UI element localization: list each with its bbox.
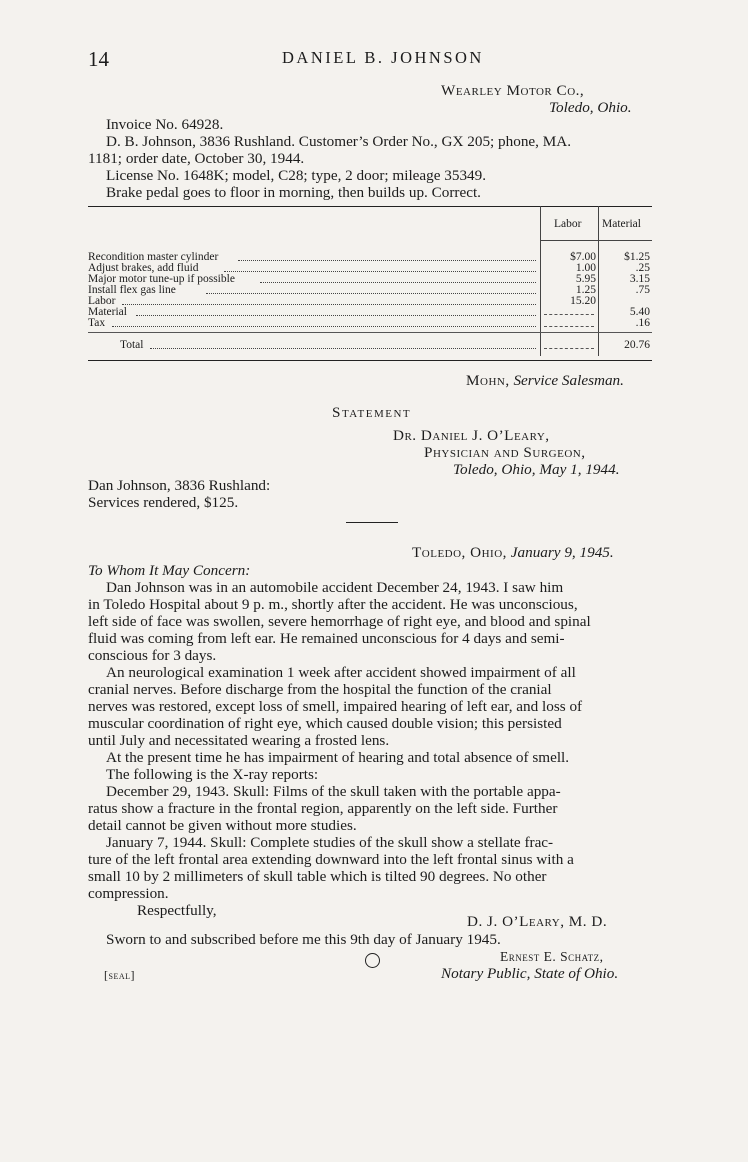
row-description: Install flex gas line [88,284,176,296]
notary-title: Notary Public, State of Ohio. [441,965,619,982]
letter-line: fluid was coming from left ear. He remained unconscious for 4 days and semi- [88,630,565,647]
letter-line: An neurological examination 1 week after accident showed impairment of all [106,664,576,681]
statement-line: Dan Johnson, 3836 Rushland: [88,477,271,494]
row-labor: 15.20 [570,295,596,307]
row-material: $1.25 [624,251,650,263]
letter-line: compression. [88,885,169,902]
letter-line: left side of face was swollen, severe hemorrhage of right eye, and blood and spinal [88,613,591,630]
letter-line: ratus show a fracture in the frontal region, apparently on the left side. Further [88,800,558,817]
row-material: .75 [635,284,650,296]
table-bottom-rule [88,360,652,361]
statement-place-date: Toledo, Ohio, May 1, 1944. [453,461,620,478]
col-header-labor: Labor [554,218,582,230]
letter-salutation: To Whom It May Concern: [88,562,251,579]
letter-line: Dan Johnson was in an automobile accident December 24, 1943. I saw him [106,579,564,596]
letter-line: until July and necessitated wearing a frosted lens. [88,732,390,749]
letter-closing: Respectfully, [137,902,217,919]
row-description: Tax [88,317,106,329]
row-material: .16 [635,317,650,329]
table-row [88,285,652,296]
row-description: Recondition master cylinder [88,251,219,263]
table-row [88,307,652,318]
circle-ornament [365,953,380,968]
table-top-rule [88,206,652,207]
letter-line: nerves was restored, except loss of smell, impaired hearing of left ear, and loss of [88,698,583,715]
invoice-line: Invoice No. 64928. [106,116,224,133]
letter-line: conscious for 3 days. [88,647,217,664]
letter-line: ture of the left frontal area extending downward into the left frontal sinus with a [88,851,574,868]
table-total-row [88,340,652,351]
table-row [88,296,652,307]
invoice-line: 1181; order date, October 30, 1944. [88,150,305,167]
row-labor: 1.00 [575,262,596,274]
letter-line: December 29, 1943. Skull: Films of the skull taken with the portable appa- [106,783,561,800]
statement-heading: Statement [332,404,412,421]
letter-line: January 7, 1944. Skull: Complete studies of the skull show a stellate frac- [106,834,554,851]
letter-line: detail cannot be given without more studies. [88,817,357,834]
letter-place-date: Toledo, Ohio, January 9, 1945. [412,544,614,561]
invoice-line: License No. 1648K; model, C28; type, 2 door; mileage 35349. [106,167,487,184]
row-description: Material [88,306,127,318]
invoice-company: Wearley Motor Co., [441,82,585,99]
row-description: Major motor tune-up if possible [88,273,235,285]
letter-sworn: Sworn to and subscribed before me this 9th day of January 1945. [106,931,501,948]
invoice-company-city: Toledo, Ohio. [549,99,632,116]
total-label: Total [120,339,144,351]
notary-name: Ernest E. Schatz, [500,949,604,964]
invoice-line: D. B. Johnson, 3836 Rushland. Customer’s Order No., GX 205; phone, MA. [106,133,572,150]
letter-line: At the present time he has impairment of hearing and total absence of smell. [106,749,570,766]
table-row [88,318,652,329]
row-labor: $7.00 [570,251,596,263]
statement-doctor-title: Physician and Surgeon, [424,444,586,461]
seal-label: [seal] [104,968,135,982]
row-material: 5.40 [629,306,650,318]
total-value: 20.76 [624,339,650,351]
table-total-rule [88,332,652,333]
invoice-line: Brake pedal goes to floor in morning, then builds up. Correct. [106,184,481,201]
running-head: DANIEL B. JOHNSON [282,48,484,67]
page-number: 14 [88,47,109,71]
table-header-rule [540,240,652,241]
letter-line: The following is the X-ray reports: [106,766,319,783]
letter-signature: D. J. O’Leary, M. D. [467,913,608,930]
row-labor: 5.95 [575,273,596,285]
letter-line: in Toledo Hospital about 9 p. m., shortly after the accident. He was unconscious, [88,596,578,613]
salesman-signature: Mohn, Service Salesman. [466,372,624,389]
statement-doctor: Dr. Daniel J. O’Leary, [393,427,550,444]
section-divider [346,522,398,523]
row-material: .25 [635,262,650,274]
row-labor: 1.25 [575,284,596,296]
letter-line: muscular coordination of right eye, which caused double vision; this persisted [88,715,562,732]
letter-line: cranial nerves. Before discharge from the hospital the function of the cranial [88,681,552,698]
col-header-material: Material [602,218,641,230]
letter-line: small 10 by 2 millimeters of skull table which is tilted 90 degrees. No other [88,868,547,885]
row-description: Adjust brakes, add fluid [88,262,199,274]
row-description: Labor [88,295,116,307]
statement-line: Services rendered, $125. [88,494,239,511]
row-material: 3.15 [629,273,650,285]
